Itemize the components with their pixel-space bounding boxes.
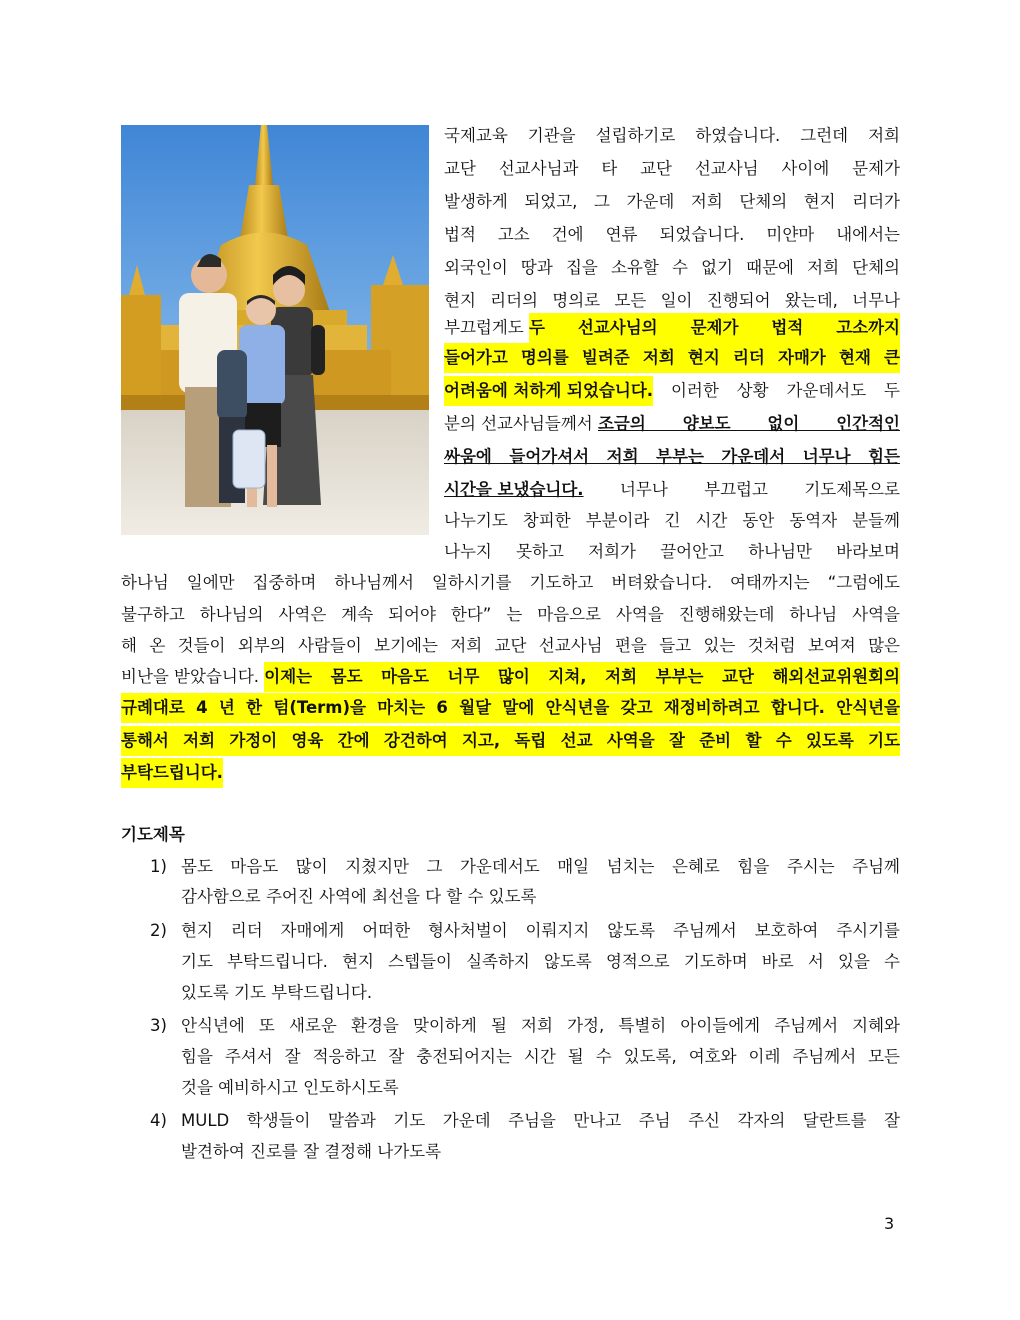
body-line [444, 409, 900, 439]
body-text: 이러한 상황 가운데서도 두 [653, 381, 900, 400]
list-item-line: 있도록 기도 부탁드립니다. [181, 983, 373, 1002]
list-number: 1) [150, 857, 167, 876]
body-line: 국제교육 기관을 설립하기로 하였습니다. 그런데 저희 [444, 126, 900, 145]
prayer-heading: 기도제목 [121, 825, 185, 844]
underlined-line: 싸움에 들어가셔서 저희 부부는 가운데서 너무나 힘든 [444, 447, 900, 466]
list-item-line: 기도 부탁드립니다. 현지 스텝들이 실족하지 않도록 영적으로 기도하며 바로 서 있을 수 [181, 952, 900, 971]
body-line: 교단 선교사님과 타 교단 선교사님 사이에 문제가 [444, 159, 900, 178]
body-line [444, 475, 900, 505]
body-line [121, 662, 900, 692]
underlined-text: 시간을 보냈습니다. [444, 480, 584, 499]
list-item-line: 것을 예비하시고 인도하시도록 [181, 1078, 399, 1097]
family-pagoda-illustration [121, 125, 429, 535]
list-item-line: 힘을 주셔서 잘 적응하고 잘 충전되어지는 시간 될 수 있도록, 여호와 이레 주님께서 모든 [181, 1047, 900, 1066]
body-line: 발생하게 되었고, 그 가운데 저희 단체의 현지 리더가 [444, 192, 900, 211]
list-item-line: 안식년에 또 새로운 환경을 맞이하게 될 저희 가정, 특별히 아이들에게 주님께서 지혜와 [181, 1016, 900, 1035]
body-line: 불구하고 하나님의 사역은 계속 되어야 한다” 는 마음으로 사역을 진행해왔는데 하나님 사역을 [121, 605, 900, 624]
underlined-text: 조금의 양보도 없이 인간적인 [597, 414, 900, 433]
body-line [444, 313, 900, 343]
page-number: 3 [884, 1214, 895, 1233]
body-line: 현지 리더의 명의로 모든 일이 진행되어 왔는데, 너무나 [444, 291, 900, 310]
highlighted-line: 통해서 저희 가정이 영육 간에 강건하여 지고, 독립 선교 사역을 잘 준비 할 수 있도록 기도 [121, 726, 900, 756]
list-item-line: 몸도 마음도 많이 지쳤지만 그 가운데서도 매일 넘치는 은혜로 힘을 주시는 주님께 [181, 857, 900, 876]
highlighted-line: 들어가고 명의를 빌려준 저희 현지 리더 자매가 현재 큰 [444, 343, 900, 373]
highlighted-text: 두 선교사님의 문제가 법적 고소까지 [529, 313, 900, 343]
body-line: 법적 고소 건에 연류 되었습니다. 미얀마 내에서는 [444, 225, 900, 244]
body-line: 나누지 못하고 저희가 끌어안고 하나님만 바라보며 [444, 542, 900, 561]
highlighted-line: 규례대로 4 년 한 텀(Term)을 마치는 6 월달 말에 안식년을 갖고 재정비하려고 합니다. 안식년을 [121, 693, 900, 723]
body-line: 하나님 일에만 집중하며 하나님께서 일하시기를 기도하고 버텨왔습니다. 여태까지는 “그럼에도 [121, 573, 900, 592]
body-text: 분의 선교사님들께서 [444, 414, 598, 433]
family-pagoda-photo [121, 125, 429, 535]
list-item-line: 발견하여 진로를 잘 결정해 나가도록 [181, 1142, 442, 1161]
body-line: 해 온 것들이 외부의 사람들이 보기에는 저희 교단 선교사님 편을 들고 있는 것처럼 보여져 많은 [121, 636, 900, 655]
highlighted-text: 이제는 몸도 마음도 너무 많이 지쳐, 저희 부부는 교단 해외선교위원회의 [264, 662, 900, 692]
body-line: 나누기도 창피한 부분이라 긴 시간 동안 동역자 분들께 [444, 511, 900, 530]
highlighted-line: 부탁드립니다. [121, 758, 223, 788]
body-text: 부끄럽게도 [444, 318, 529, 337]
body-text: 너무나 부끄럽고 기도제목으로 [583, 480, 900, 499]
list-number: 4) [150, 1111, 167, 1130]
body-line [444, 376, 900, 406]
highlighted-text: 어려움에 처하게 되었습니다. [444, 376, 653, 406]
list-item-line: 감사함으로 주어진 사역에 최선을 다 할 수 있도록 [181, 887, 537, 906]
body-text: 비난을 받았습니다. [121, 667, 265, 686]
list-number: 2) [150, 921, 167, 940]
list-item-line: 현지 리더 자매에게 어떠한 형사처벌이 이뤄지지 않도록 주님께서 보호하여 주시기를 [181, 921, 900, 940]
body-line: 외국인이 땅과 집을 소유할 수 없기 때문에 저희 단체의 [444, 258, 900, 277]
list-number: 3) [150, 1016, 167, 1035]
list-item-line: MULD 학생들이 말씀과 기도 가운데 주님을 만나고 주님 주신 각자의 달란트를 잘 [181, 1111, 900, 1130]
